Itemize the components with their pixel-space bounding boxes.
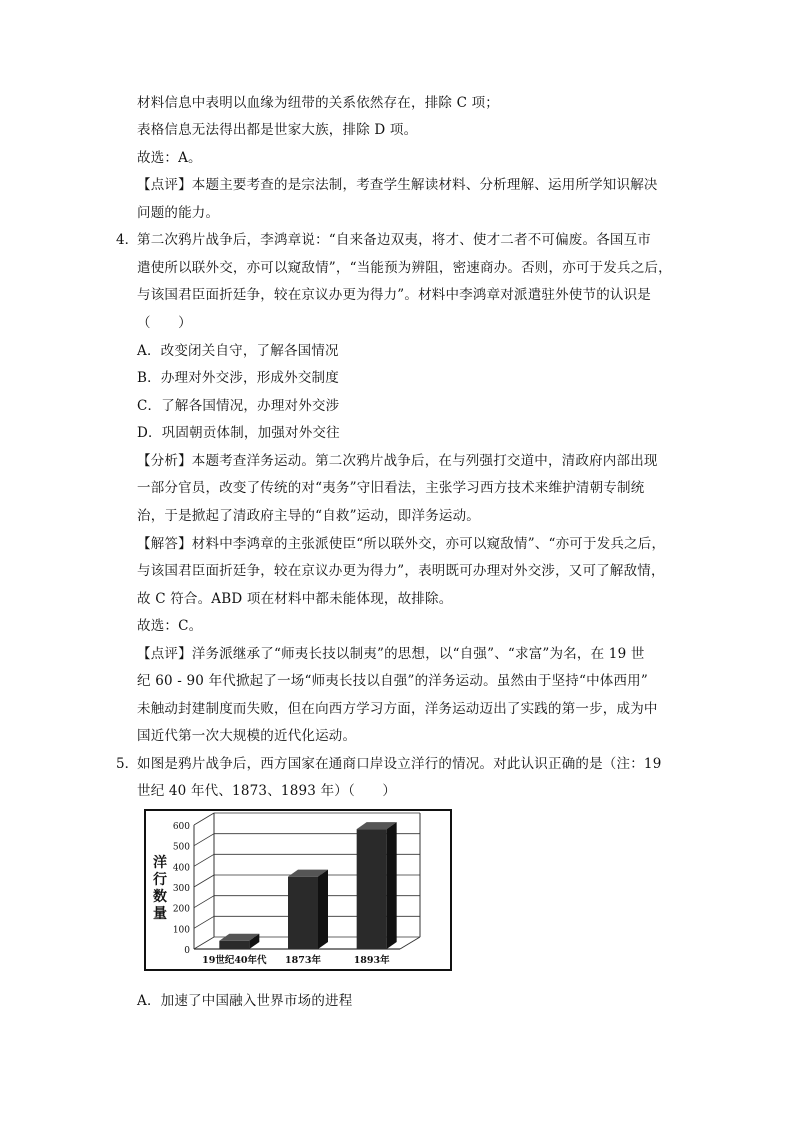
bar-side (318, 870, 328, 949)
choice-line-q3: 故选：A。 (137, 150, 202, 166)
q4-option-c: C．了解各国情况，办理对外交涉 (137, 398, 340, 414)
y-tick-label: 0 (184, 946, 190, 956)
q4-comment-line-1: 【点评】洋务派继承了“师夷长技以制夷”的思想，以“自强”、“求富”为名，在 19 世 (137, 646, 645, 662)
x-category-label: 1873年 (285, 955, 321, 966)
y-tick-label: 500 (172, 842, 190, 853)
q4-analysis-line-1: 【分析】本题考查洋务运动。第二次鸦片战争后，在与列强打交道中，清政府内部出现 (137, 453, 658, 469)
q5-option-a: A．加速了中国融入世界市场的进程 (137, 993, 353, 1009)
y-tick-label: 200 (172, 904, 190, 915)
q4-stem-line-1: 第二次鸦片战争后，李鸿章说：“自来备边双夷，将才、使才二者不可偏废。各国互市 (137, 232, 652, 248)
x-category-label: 1893年 (353, 955, 390, 966)
bar-chart-svg (146, 811, 450, 969)
y-axis-label-char: 洋 (153, 855, 167, 871)
q4-option-b: B．办理对外交涉，形成外交制度 (137, 370, 339, 386)
y-axis-label-char: 量 (153, 906, 167, 922)
foreign-firms-chart (144, 809, 452, 971)
paragraph-1: 材料信息中表明以血缘为纽带的关系依然存在，排除 C 项； (137, 95, 500, 111)
q4-comment-line-3: 未触动封建制度而失败，但在向西方学习方面，洋务运动迈出了实践的第一步，成为中 (137, 701, 658, 717)
q4-stem-line-4: （ ） (137, 315, 192, 331)
gridline-side (194, 937, 214, 949)
y-tick-label: 100 (172, 925, 190, 936)
q4-answer-line-2: 与该国君臣面折廷争，较在京议办更为得力”，表明既可办理对外交涉，又可了解敌情， (137, 563, 665, 579)
gridline-side (194, 896, 214, 908)
floor-right-edge (400, 937, 420, 949)
y-axis-label-char: 行 (153, 872, 167, 888)
y-tick-label: 600 (172, 822, 190, 832)
gridline-side (194, 813, 214, 825)
q4-option-d: D．巩固朝贡体制，加强对外交往 (137, 425, 340, 441)
comment-line-2: 问题的能力。 (137, 205, 220, 221)
q4-answer-line-1: 【解答】材料中李鸿章的主张派使臣“所以联外交，亦可以窥敌情”、“亦可于发兵之后， (137, 536, 666, 552)
paragraph-2: 表格信息无法得出都是世家大族，排除 D 项。 (137, 122, 418, 138)
q4-comment-line-2: 纪 60 - 90 年代掀起了一场“师夷长技以自强”的洋务运动。虽然由于坚持“中体西用” (137, 673, 648, 689)
y-tick-label: 400 (172, 863, 190, 874)
comment-line-1: 【点评】本题主要考查的是宗法制，考查学生解读材料、分析理解、运用所学知识解决 (137, 177, 658, 193)
gridline-side (194, 834, 214, 846)
q4-answer-line-3: 故 C 符合。ABD 项在材料中都未能体现，故排除。 (137, 591, 453, 607)
q4-analysis-line-3: 治，于是掀起了清政府主导的“自救”运动，即洋务运动。 (137, 508, 481, 524)
q5-stem-line-1: 如图是鸦片战争后，西方国家在通商口岸设立洋行的情况。对此认识正确的是（注：19 (137, 756, 662, 772)
gridline-side (194, 875, 214, 887)
q4-stem-line-2: 遣使所以联外交，亦可以窥敌情”，“当能预为辨阻，密速商办。否则，亦可于发兵之后， (137, 260, 672, 276)
bar (357, 829, 387, 949)
gridline-side (194, 916, 214, 928)
q4-analysis-line-2: 一部分官员，改变了传统的对“夷务”守旧看法，主张学习西方技术来维护清朝专制统 (137, 480, 645, 496)
q4-choice: 故选：C。 (137, 618, 203, 634)
x-category-label: 19世纪40年代 (202, 955, 267, 966)
question-number-4: 4． (116, 232, 139, 248)
q4-option-a: A．改变闭关自守，了解各国情况 (137, 343, 339, 359)
question-number-5: 5． (116, 756, 139, 772)
q4-comment-line-4: 国近代第一次大规模的近代化运动。 (137, 728, 357, 744)
q5-stem-line-2: 世纪 40 年代、1873、1893 年）（ ） (137, 783, 397, 799)
bar (219, 941, 249, 949)
y-tick-label: 300 (172, 884, 190, 894)
bar (288, 877, 318, 949)
q4-stem-line-3: 与该国君臣面折廷争，较在京议办更为得力”。材料中李鸿章对派遣驻外使节的认识是 (137, 287, 652, 303)
y-axis-label-char: 数 (153, 889, 167, 905)
gridline-side (194, 854, 214, 866)
bar-side (387, 822, 397, 949)
